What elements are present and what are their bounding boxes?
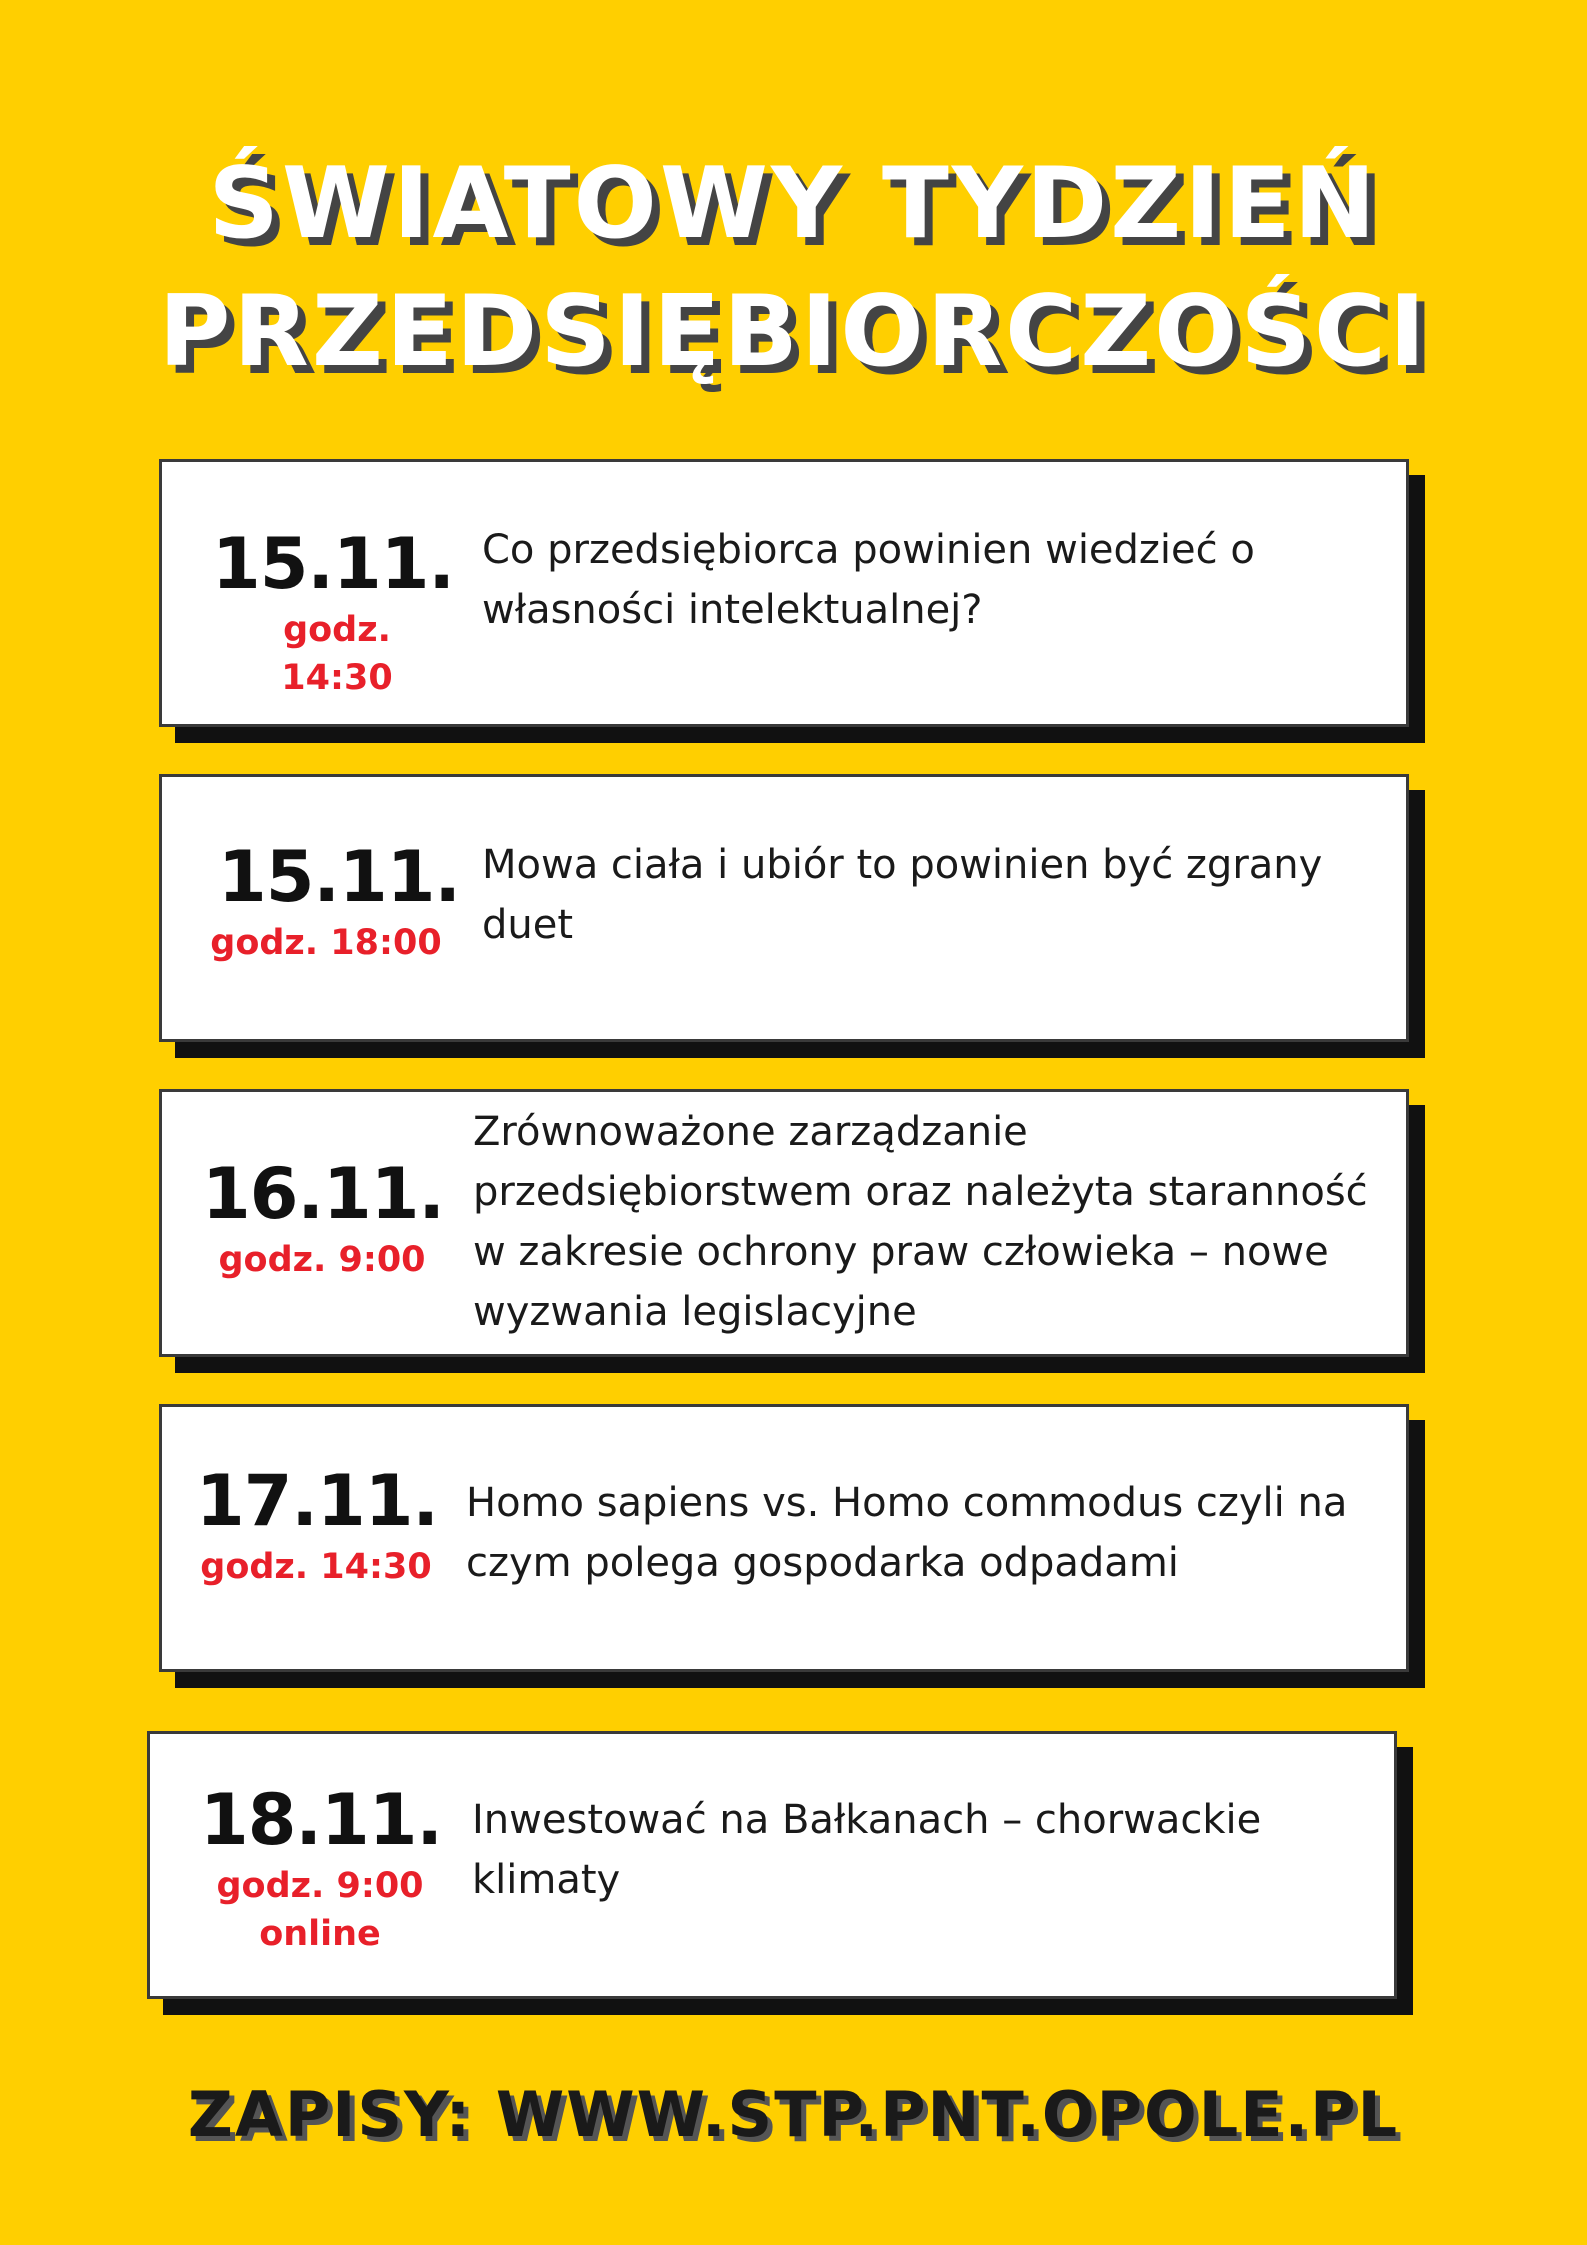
page-title: [0, 140, 1587, 396]
event-date: 18.11.: [200, 1779, 443, 1861]
event-card-1: [159, 459, 1409, 727]
event-date: 16.11.: [202, 1153, 445, 1235]
title-line-2: PRZEDSIĘBIORCZOŚCI: [158, 275, 1429, 389]
event-card-2: [159, 774, 1409, 1042]
event-mode: online: [259, 1914, 381, 1954]
event-topic: Zrównoważone zarządzanie przedsiębiorstwem oraz należyta staranność w zakresie ochrony praw człowieka – nowe wyzwania legislacyjne: [473, 1109, 1368, 1335]
event-card-5: [147, 1731, 1397, 1999]
event-topic: Co przedsiębiorca powinien wiedzieć o własności intelektualnej?: [482, 527, 1255, 633]
title-line-1: ŚWIATOWY TYDZIEŃ: [208, 147, 1379, 261]
event-datetime: [202, 1152, 445, 1284]
event-time: godz. 9:00: [216, 1866, 424, 1906]
event-datetime: [212, 522, 455, 702]
event-topic: Inwestować na Bałkanach – chorwackie klimaty: [472, 1797, 1262, 1903]
event-date: 17.11.: [196, 1460, 439, 1542]
event-topic: Mowa ciała i ubiór to powinien być zgrany duet: [482, 842, 1323, 948]
event-date: 15.11.: [218, 836, 461, 918]
event-datetime: [200, 1778, 443, 1958]
event-card-3: [159, 1089, 1409, 1357]
event-datetime: [206, 835, 461, 967]
event-topic: Homo sapiens vs. Homo commodus czyli na czym polega gospodarka odpadami: [466, 1480, 1348, 1586]
event-time: godz. 14:30: [281, 610, 393, 698]
event-card-4: [159, 1404, 1409, 1672]
event-time: godz. 18:00: [210, 923, 442, 963]
event-datetime: [196, 1459, 439, 1591]
event-time: godz. 14:30: [200, 1547, 432, 1587]
registration-link-text: ZAPISY: WWW.STP.PNT.OPOLE.PL: [187, 2078, 1400, 2151]
event-date: 15.11.: [212, 523, 455, 605]
event-time: godz. 9:00: [218, 1240, 426, 1280]
